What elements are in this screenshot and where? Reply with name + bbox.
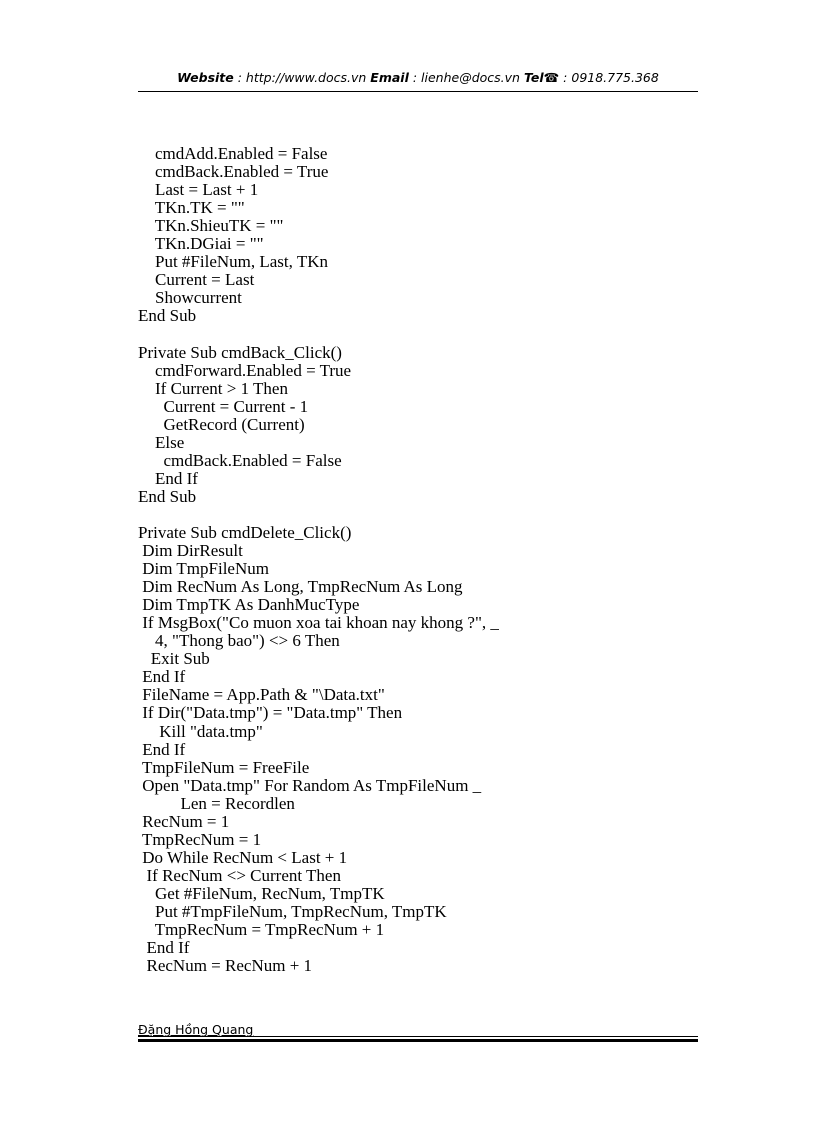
- code-line: Put #FileNum, Last, TKn: [138, 252, 328, 272]
- code-line: End If: [138, 938, 190, 958]
- code-line: RecNum = RecNum + 1: [138, 956, 313, 976]
- code-line: cmdBack.Enabled = True: [138, 162, 329, 182]
- code-line: Dim RecNum As Long, TmpRecNum As Long: [138, 577, 463, 597]
- phone-icon: ☎: [543, 70, 560, 85]
- code-line: GetRecord (Current): [138, 414, 305, 434]
- code-line: Showcurrent: [138, 288, 242, 308]
- code-line: cmdAdd.Enabled = False: [138, 144, 328, 163]
- code-line: Get #FileNum, RecNum, TmpTK: [138, 883, 385, 903]
- code-line: Dim TmpTK As DanhMucType: [138, 595, 360, 615]
- code-line: Open "Data.tmp" For Random As TmpFileNum _: [138, 775, 482, 795]
- code-line: TmpRecNum = 1: [138, 829, 262, 849]
- website-value: : http://www.docs.vn: [233, 70, 371, 85]
- code-line: FileName = App.Path & "\Data.txt": [138, 685, 385, 705]
- code-line: cmdBack.Enabled = False: [138, 450, 342, 470]
- code-line: TmpFileNum = FreeFile: [138, 757, 310, 777]
- code-line: Kill "data.tmp": [138, 721, 263, 741]
- tel-value: : 0918.775.368: [559, 70, 659, 85]
- code-line: End Sub: [138, 306, 197, 326]
- code-line: Last = Last + 1: [138, 180, 259, 200]
- code-line: Private Sub cmdDelete_Click(): [138, 522, 352, 542]
- code-line: Put #TmpFileNum, TmpRecNum, TmpTK: [138, 901, 447, 921]
- code-line: End Sub: [138, 486, 197, 506]
- code-line: Dim DirResult: [138, 541, 243, 561]
- code-line: Dim TmpFileNum: [138, 559, 269, 579]
- footer-divider-thin: [138, 1036, 698, 1037]
- code-line: End If: [138, 739, 186, 759]
- footer-divider-thick: [138, 1039, 698, 1042]
- website-label: Website: [177, 70, 234, 85]
- code-line: If Current > 1 Then: [138, 378, 288, 398]
- code-line: End If: [138, 667, 186, 687]
- code-listing: [138, 145, 499, 975]
- code-line: Private Sub cmdBack_Click(): [138, 342, 342, 362]
- page-header: [138, 70, 698, 85]
- code-line: Else: [138, 432, 185, 452]
- code-line: [138, 325, 499, 343]
- code-line: TKn.ShieuTK = "": [138, 216, 284, 236]
- footer-author: Đặng Hồng Quang: [138, 1022, 254, 1037]
- code-line: If MsgBox("Co muon xoa tai khoan nay khong ?", _: [138, 613, 499, 633]
- code-line: 4, "Thong bao") <> 6 Then: [138, 631, 340, 651]
- code-line: [138, 506, 499, 524]
- code-line: Current = Last: [138, 270, 255, 290]
- code-line: TKn.TK = "": [138, 198, 245, 218]
- code-line: Current = Current - 1: [138, 396, 309, 416]
- code-line: Do While RecNum < Last + 1: [138, 847, 348, 867]
- header-divider: [138, 91, 698, 92]
- tel-label: Tel: [523, 70, 544, 85]
- code-line: If Dir("Data.tmp") = "Data.tmp" Then: [138, 703, 403, 723]
- code-line: End If: [138, 468, 198, 488]
- code-line: If RecNum <> Current Then: [138, 865, 341, 885]
- code-line: cmdForward.Enabled = True: [138, 360, 352, 380]
- code-line: TKn.DGiai = "": [138, 234, 264, 254]
- code-line: RecNum = 1: [138, 811, 230, 831]
- email-label: Email: [370, 70, 409, 85]
- code-line: Exit Sub: [138, 649, 210, 669]
- code-line: TmpRecNum = TmpRecNum + 1: [138, 920, 385, 940]
- code-line: Len = Recordlen: [138, 793, 295, 813]
- email-value: : lienhe@docs.vn: [408, 70, 524, 85]
